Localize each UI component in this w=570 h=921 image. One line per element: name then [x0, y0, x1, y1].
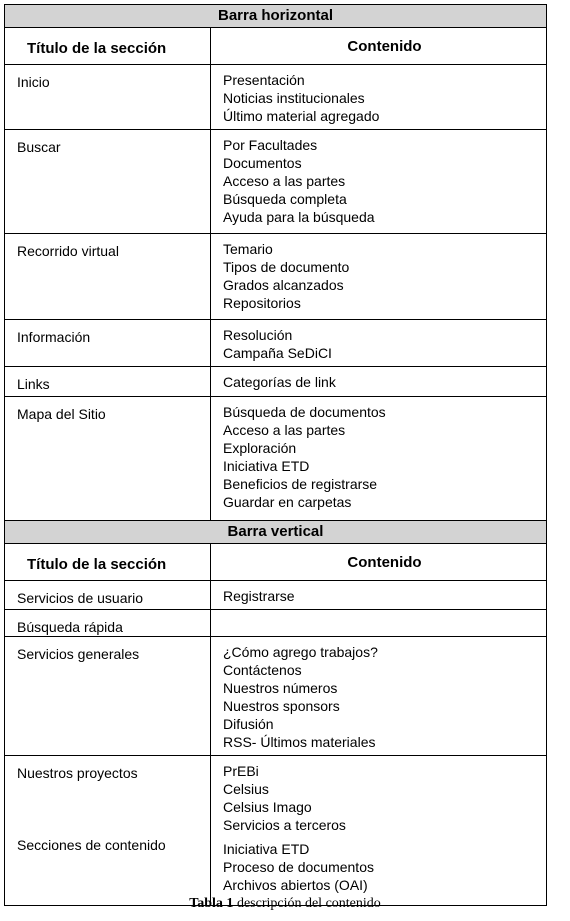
content-cell	[211, 367, 547, 397]
table-row	[5, 367, 547, 397]
content-item: Tipos de documento	[223, 259, 350, 275]
caption-label: Tabla 1	[189, 896, 234, 911]
content-item: Celsius Imago	[223, 799, 312, 815]
content-item: Acceso a las partes	[223, 173, 346, 189]
content-cell	[211, 320, 547, 367]
content-item: Noticias institucionales	[223, 90, 365, 106]
content-item: Categorías de link	[223, 374, 336, 390]
section-title: Mapa del Sitio	[5, 397, 211, 521]
content-item: Proceso de documentos	[223, 859, 374, 875]
section-title: Servicios generales	[5, 637, 211, 756]
content-item: Acceso a las partes	[223, 422, 346, 438]
content-item: Registrarse	[223, 588, 295, 604]
table-row	[5, 756, 547, 906]
content-item: Guardar en carpetas	[223, 494, 352, 510]
section-title-text: Secciones de contenido	[17, 837, 166, 853]
section-title	[5, 756, 211, 906]
table-row	[5, 610, 547, 637]
content-item: ¿Cómo agrego trabajos?	[223, 644, 378, 660]
content-item: Iniciativa ETD	[223, 458, 310, 474]
content-item: Servicios a terceros	[223, 817, 346, 833]
content-item: Campaña SeDiCI	[223, 345, 332, 361]
table-row	[5, 130, 547, 234]
section-title-text: Nuestros proyectos	[17, 765, 138, 781]
content-item: RSS- Últimos materiales	[223, 734, 376, 750]
table-row	[5, 637, 547, 756]
content-item: Búsqueda completa	[223, 191, 347, 207]
content-item: Presentación	[223, 72, 305, 88]
content-item: Repositorios	[223, 295, 301, 311]
section-title: Inicio	[5, 65, 211, 130]
header-row	[5, 28, 547, 65]
content-item: Exploración	[223, 440, 297, 456]
content-item: Difusión	[223, 716, 274, 732]
section-title: Servicios de usuario	[5, 581, 211, 610]
band-title: Barra vertical	[5, 521, 547, 544]
content-cell	[211, 581, 547, 610]
content-cell	[211, 756, 547, 906]
content-item: Documentos	[223, 155, 302, 171]
content-item: Resolución	[223, 327, 293, 343]
column-header-section: Título de la sección	[5, 544, 211, 581]
table-row	[5, 234, 547, 320]
content-cell	[211, 610, 547, 637]
content-item: Nuestros sponsors	[223, 698, 340, 714]
content-item: Por Facultades	[223, 137, 318, 153]
content-item: Archivos abiertos (OAI)	[223, 877, 368, 893]
content-item: Búsqueda de documentos	[223, 404, 386, 420]
content-cell	[211, 234, 547, 320]
content-cell	[211, 130, 547, 234]
column-header-content: Contenido	[211, 544, 547, 581]
content-item: PrEBi	[223, 763, 259, 779]
table-row	[5, 581, 547, 610]
table-row	[5, 397, 547, 521]
content-item: Beneficios de registrarse	[223, 476, 378, 492]
section-band	[5, 5, 547, 28]
section-band	[5, 521, 547, 544]
content-item: Último material agregado	[223, 108, 380, 124]
content-cell	[211, 637, 547, 756]
content-cell	[211, 397, 547, 521]
table-row	[5, 65, 547, 130]
content-table	[4, 4, 547, 906]
content-cell	[211, 65, 547, 130]
table-row	[5, 320, 547, 367]
content-item: Grados alcanzados	[223, 277, 344, 293]
section-title: Búsqueda rápida	[5, 610, 211, 637]
content-item: Iniciativa ETD	[223, 841, 310, 857]
section-title: Recorrido virtual	[5, 234, 211, 320]
column-header-section: Título de la sección	[5, 28, 211, 65]
content-item: Ayuda para la búsqueda	[223, 209, 375, 225]
header-row	[5, 544, 547, 581]
section-title: Links	[5, 367, 211, 397]
content-item: Temario	[223, 241, 273, 257]
section-title: Información	[5, 320, 211, 367]
column-header-content: Contenido	[211, 28, 547, 65]
table-caption	[0, 896, 570, 912]
band-title: Barra horizontal	[5, 5, 547, 28]
content-item: Celsius	[223, 781, 269, 797]
section-title: Buscar	[5, 130, 211, 234]
content-item: Contáctenos	[223, 662, 302, 678]
caption-text: descripción del contenido	[233, 896, 381, 911]
content-item: Nuestros números	[223, 680, 338, 696]
